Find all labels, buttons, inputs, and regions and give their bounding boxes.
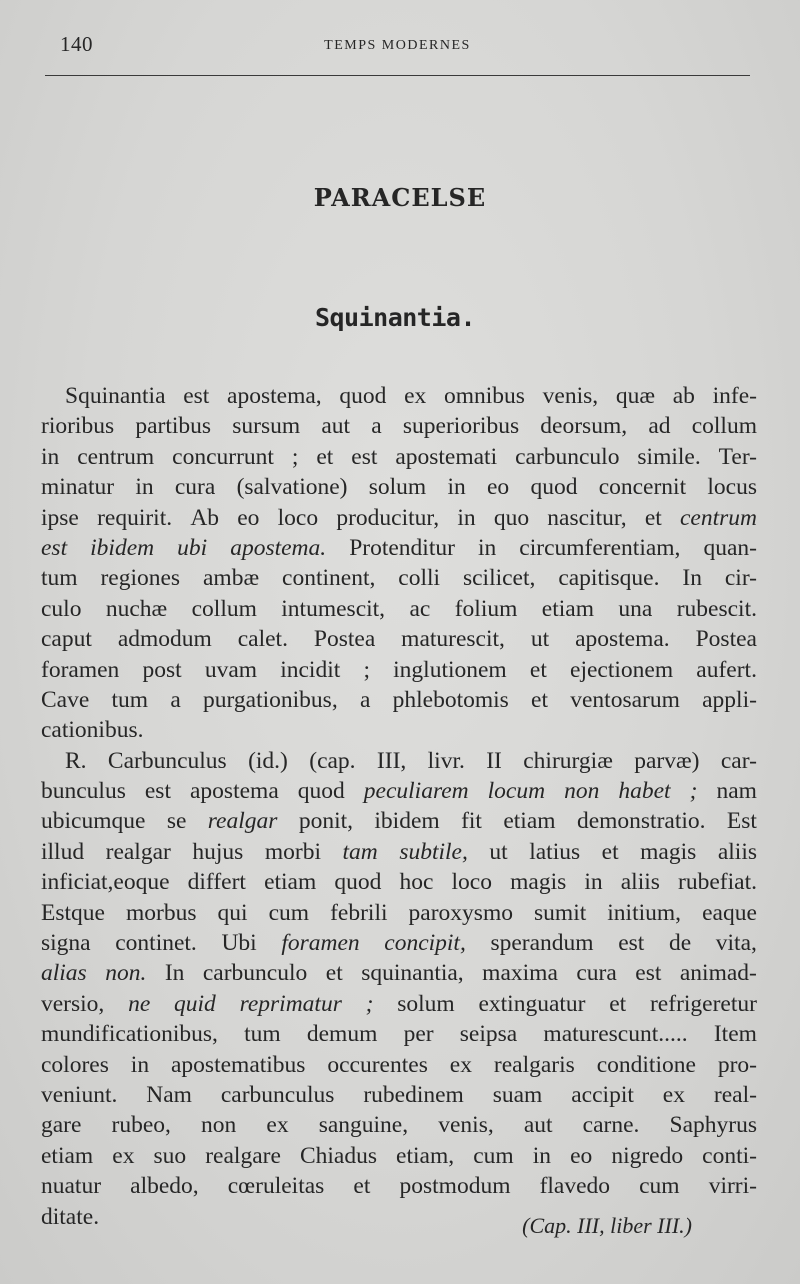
word: Ab [190,504,220,531]
text-line [41,989,757,1019]
word: simile. [637,443,701,470]
word: (id.) [248,747,288,774]
word: superioribus [402,413,520,440]
word: II [486,747,502,774]
word: flavedo [539,1173,611,1200]
word: in [130,1051,150,1078]
word: eo [237,504,260,531]
word: realgare [205,1142,281,1169]
text-line [41,746,757,776]
word: demonstratio. [576,808,706,835]
word: initium, [607,899,682,926]
text-line [41,776,757,806]
word: ex [449,1051,472,1078]
word: a [371,413,382,440]
word: calet. [237,626,288,653]
word: eaque [702,899,757,926]
word: infe- [712,383,757,409]
word: ; [363,656,370,683]
word: centrum [679,504,757,531]
word: aliis [717,838,757,865]
word: continet. [115,930,197,957]
word: seipsa [459,1021,518,1048]
word: paroxysmo [408,899,513,926]
word: nuchæ [105,595,168,622]
word: non. [105,960,147,987]
word: fit [461,808,482,835]
word: omnibus [443,383,525,409]
word: venis, [542,383,599,409]
word: in [457,504,476,531]
word: subtile, [399,838,468,865]
text-line [41,898,757,928]
word: febrili [330,899,388,926]
word: Postea [313,626,376,653]
word: in [447,474,466,501]
word: ibidem [90,534,155,561]
word: est [144,778,171,805]
word: car- [720,747,757,774]
text-line [41,503,757,533]
word: demum [306,1021,378,1048]
word: sumit [534,899,587,926]
word: maturescunt..... [543,1021,688,1048]
word: appli- [702,686,757,713]
word: foramen [281,930,360,957]
word: intumescit, [281,595,386,622]
text-line [41,533,757,563]
word: et [316,443,334,470]
word: cura [576,960,617,987]
word: collum [191,595,257,622]
word: maturescit, [401,626,505,653]
word: cœruleitas [227,1173,325,1200]
text-line [41,1141,757,1171]
word: magis [510,869,567,896]
word: Saphyrus [669,1112,757,1139]
word: bunculus [41,778,126,805]
word: est [351,443,378,470]
text-line [41,624,757,654]
word: ; [689,778,698,805]
word: minatur [41,474,115,501]
word: squinantia, [361,960,464,987]
word: non [201,1112,237,1139]
word: apostematibus [171,1051,306,1078]
word: folium [454,595,518,622]
word: ; [291,443,299,470]
word: ut [530,626,550,653]
word: cum [268,899,310,926]
word: eo [487,474,510,501]
word: Ubi [221,930,257,957]
word: circumferentiam, [519,534,681,561]
word: gare [41,1112,82,1139]
word: Est [726,808,757,835]
word: ditate. [41,1203,100,1230]
text-line [41,928,757,958]
word: mundificationibus, [41,1021,218,1048]
word: apostema, [227,383,322,409]
word: nascitur, [547,504,627,531]
word: et [644,504,662,531]
word: regiones [100,565,181,592]
word: eo [570,1142,593,1169]
word: cum [473,1142,514,1169]
word: ut [489,838,508,865]
word: per [403,1021,434,1048]
word: ex [404,383,427,409]
word: accipit [571,1081,634,1108]
word: apostema [190,778,279,805]
word: se [166,808,187,835]
word: In [682,565,702,592]
word: nam [716,778,757,805]
word: est [635,960,662,987]
word: etiam [541,595,594,622]
word: extinguatur [478,990,586,1017]
word: rubescit. [676,595,757,622]
word: in [135,474,154,501]
body-text [41,381,757,1232]
word: ubi [177,534,208,561]
word: etiam [503,808,556,835]
word: ; [365,990,374,1017]
word: ibidem [374,808,440,835]
word: ne [128,990,151,1017]
word: pro- [717,1051,757,1078]
word: et [325,960,343,987]
word: virri- [708,1173,757,1200]
word: cum [639,1173,680,1200]
word: Protenditur [349,534,455,561]
word: requirit. [97,504,173,531]
word: Carbunculus [107,747,227,774]
running-title: TEMPS MODERNES [324,38,471,53]
running-head [45,32,750,62]
word: Cave [41,686,90,713]
word: purgationibus, [203,686,338,713]
header-rule [45,75,750,76]
word: veniunt. [41,1081,118,1108]
word: continent, [282,565,376,592]
word: hoc [399,869,434,896]
text-line [41,1080,757,1110]
word: concurrunt [172,443,274,470]
word: una [618,595,653,622]
word: signa [41,930,91,957]
word: magis [640,838,697,865]
word: ad [648,413,671,440]
word: apostema. [230,534,327,561]
word: quo [493,504,530,531]
word: III, [376,747,407,774]
word: quod [297,778,345,805]
word: rubefiat. [678,869,757,896]
word: collum [691,413,757,440]
word: tum [111,686,149,713]
word: sanguine, [318,1112,409,1139]
word: ex [266,1112,289,1139]
word: ab [672,383,695,409]
word: albedo, [130,1173,199,1200]
word: habet [618,778,671,805]
word: solum [368,474,427,501]
word: deorsum, [540,413,628,440]
word: parvæ) [634,747,700,774]
word: conditione [596,1051,696,1078]
word: est [41,534,68,561]
word: de [668,930,692,957]
word: etiam [41,1142,94,1169]
word: in [532,1142,551,1169]
word: tum [41,565,78,592]
word: alias [41,960,87,987]
word: est [183,383,210,409]
word: reprimatur [239,990,342,1017]
word: in [41,443,60,470]
word: (salvatione) [236,474,348,501]
word: quan- [703,534,757,561]
word: differt [187,869,246,896]
text-line [41,411,757,441]
word: suam [492,1081,543,1108]
word: est [618,930,645,957]
word: occurentes [327,1051,428,1078]
text-line [41,655,757,685]
text-line [41,1050,757,1080]
word: carbunculo [202,960,308,987]
text-line [41,472,757,502]
word: realgar [207,808,278,835]
word: ponit, [298,808,353,835]
word: aufert. [696,656,757,683]
word: partibus [135,413,212,440]
word: et [609,990,627,1017]
word: apostema. [575,626,670,653]
word: animad- [679,960,757,987]
word: aut [523,1112,553,1139]
word: incidit [280,656,341,683]
author-heading: PARACELSE [313,183,487,212]
word: maxima [482,960,558,987]
word: a [170,686,181,713]
text-line [41,381,757,411]
word: admodum [117,626,212,653]
word: rioribus [41,413,115,440]
word: nuatur [41,1173,102,1200]
word: phlebotomis [392,686,509,713]
word: Estque [41,899,105,926]
word: colores [41,1051,109,1078]
word: cir- [724,565,757,592]
word: aliis [620,869,660,896]
word: in [584,869,603,896]
paragraph [41,746,757,1232]
word: quod [339,383,387,409]
text-line [41,715,757,745]
word: Nam [146,1081,192,1108]
word: concernit [598,474,687,501]
word: aut [321,413,351,440]
word: apostemati [395,443,498,470]
word: realgaris [493,1051,575,1078]
word: Squinantia [65,383,166,409]
word: ipse [41,504,79,531]
text-line [41,563,757,593]
word: Postea [695,626,757,653]
word: locus [707,474,757,501]
word: R. [65,747,87,774]
word: livr. [427,747,465,774]
word: loco [277,504,319,531]
word: culo [41,595,82,622]
word: in [477,534,497,561]
word: In [164,960,185,987]
word: quæ [615,383,656,409]
word: colli [398,565,441,592]
text-line [41,1019,757,1049]
word: quod [334,869,382,896]
word: venis, [438,1112,494,1139]
text-line [41,685,757,715]
word: carbunculus [220,1081,335,1108]
word: nigredo [611,1142,684,1169]
word: a [359,686,371,713]
word: inficiat,eoque [41,869,170,896]
word: scilicet, [462,565,536,592]
word: illud [41,838,85,865]
text-line [41,867,757,897]
word: qui [217,899,248,926]
text-line [41,594,757,624]
word: et [529,656,547,683]
word: Item [713,1021,757,1048]
page-number: 140 [60,32,93,56]
word: realgar [105,838,171,865]
word: tam [342,838,378,865]
word: refrigeretur [649,990,757,1017]
word: locum [487,778,546,805]
word: cura [174,474,216,501]
word: et [531,686,549,713]
text-line [41,1110,757,1140]
word: morbi [264,838,321,865]
word: tum [244,1021,281,1048]
word: carne. [582,1112,640,1139]
word: conti- [702,1142,757,1169]
word: rubeo, [111,1112,171,1139]
word: vita, [715,930,757,957]
word: carbunculo [515,443,620,470]
word: versio, [41,990,105,1017]
citation: (Cap. III, liber III.) [522,1213,692,1238]
word: morbus [126,899,197,926]
word: loco [451,869,492,896]
word: postmodum [399,1173,511,1200]
word: et [601,838,619,865]
word: rubedinem [363,1081,464,1108]
word: sursum [232,413,301,440]
word: foramen [41,656,120,683]
word: et [353,1173,371,1200]
word: centrum [77,443,155,470]
word: etiam [264,869,317,896]
word: peculiarem [363,778,469,805]
word: Ter- [718,443,757,470]
word: ex [112,1142,135,1169]
word: Chiadus [299,1142,377,1169]
word: producitur, [336,504,440,531]
word: ubicumque [41,808,146,835]
word: concipit, [384,930,466,957]
text-line [41,442,757,472]
word: quod [530,474,578,501]
word: chirurgiæ [523,747,613,774]
word: post [142,656,182,683]
word: sperandum [490,930,594,957]
word: inglutionem [393,656,507,683]
word: non [564,778,600,805]
word: etiam, [396,1142,455,1169]
text-line [41,958,757,988]
word: ejectionem [570,656,674,683]
word: caput [41,626,92,653]
word: (cap. [309,747,356,774]
word: ambæ [203,565,260,592]
section-title: Squinantia. [314,303,476,332]
word: capitisque. [558,565,660,592]
word: ac [409,595,431,622]
word: real- [713,1081,757,1108]
word: ventosarum [570,686,680,713]
word: suo [153,1142,187,1169]
word: cationibus. [41,717,144,744]
text-line [41,1171,757,1201]
text-line [41,806,757,836]
word: ex [662,1081,685,1108]
word: latius [529,838,581,865]
word: solum [397,990,455,1017]
paragraph [41,381,757,746]
text-line [41,837,757,867]
word: hujus [192,838,244,865]
word: uvam [204,656,258,683]
word: quid [174,990,216,1017]
